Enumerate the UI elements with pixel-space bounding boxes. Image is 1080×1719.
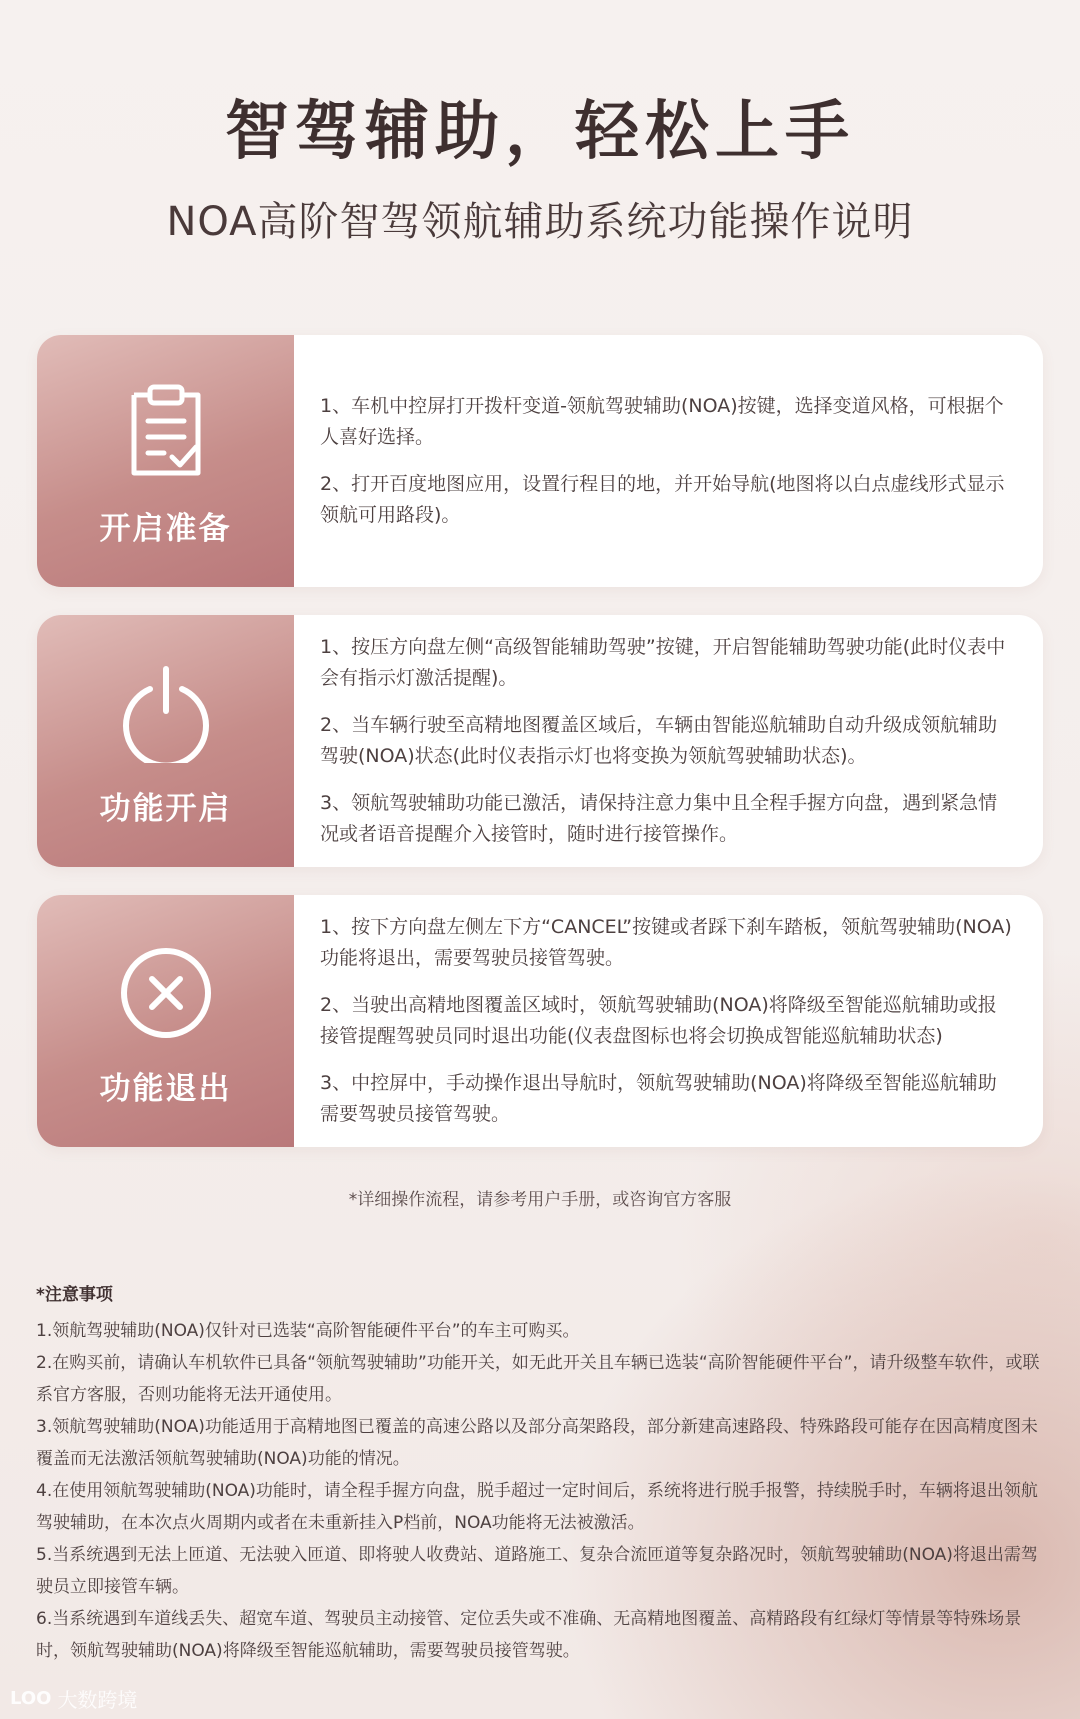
card-activation xyxy=(37,615,1043,867)
card-label: 功能退出 xyxy=(99,1071,232,1107)
note-item: 1.领航驾驶辅助(NOA)仅针对已选装“高阶智能硬件平台”的车主可购买。 xyxy=(36,1321,580,1341)
card-item: 2、当驶出高精地图覆盖区域时，领航驾驶辅助(NOA)将降级至智能巡航辅助或报接管提醒驾驶员同时退出功能(仪表盘图标也将会切换成智能巡航辅助状态) xyxy=(320,994,997,1047)
card-item: 1、按下方向盘左侧左下方“CANCEL”按键或者踩下刹车踏板，领航驾驶辅助(NOA)功能将退出，需要驾驶员接管驾驶。 xyxy=(320,916,1012,969)
card-preparation xyxy=(37,335,1043,587)
watermark-logo: LOO xyxy=(10,1688,52,1709)
card-side-panel xyxy=(37,335,294,587)
card-side-panel xyxy=(37,615,294,867)
watermark-text: 大数跨境 xyxy=(57,1688,138,1712)
note-item: 6.当系统遇到车道线丢失、超宽车道、驾驶员主动接管、定位丢失或不准确、无高精地图覆盖、高精路段有红绿灯等情景等特殊场景时，领航驾驶辅助(NOA)将降级至智能巡航辅助，需要驾驶员接管驾驶。 xyxy=(36,1609,1022,1661)
card-label: 功能开启 xyxy=(99,791,232,827)
page-subtitle: NOA高阶智驾领航辅助系统功能操作说明 xyxy=(166,199,914,245)
card-body xyxy=(320,615,1013,867)
card-body xyxy=(320,895,1013,1147)
power-icon xyxy=(120,663,212,763)
card-item: 1、按压方向盘左侧“高级智能辅助驾驶”按键，开启智能辅助驾驶功能(此时仪表中会有指示灯激活提醒)。 xyxy=(320,636,1006,689)
card-exit xyxy=(37,895,1043,1147)
card-side-panel xyxy=(37,895,294,1147)
footnote: *详细操作流程，请参考用户手册，或咨询官方客服 xyxy=(348,1190,732,1210)
card-body xyxy=(320,335,1013,587)
card-item: 3、中控屏中，手动操作退出导航时，领航驾驶辅助(NOA)将降级至智能巡航辅助需要驾驶员接管驾驶。 xyxy=(320,1072,997,1125)
card-item: 1、车机中控屏打开拨杆变道-领航驾驶辅助(NOA)按键，选择变道风格，可根据个人喜好选择。 xyxy=(320,395,1004,448)
card-item: 2、打开百度地图应用，设置行程目的地，并开始导航(地图将以白点虚线形式显示领航可用路段)。 xyxy=(320,473,1005,526)
notes-heading: *注意事项 xyxy=(36,1285,113,1305)
watermark xyxy=(10,1684,137,1713)
card-item: 2、当车辆行驶至高精地图覆盖区域后，车辆由智能巡航辅助自动升级成领航辅助驾驶(NOA)状态(此时仪表指示灯也将变换为领航驾驶辅助状态)。 xyxy=(320,714,998,767)
clipboard-check-icon xyxy=(120,383,212,483)
page-title: 智驾辅助，轻松上手 xyxy=(225,95,855,169)
card-label: 开启准备 xyxy=(99,511,232,547)
notes-section xyxy=(36,1280,1046,1667)
note-item: 2.在购买前，请确认车机软件已具备“领航驾驶辅助”功能开关，如无此开关且车辆已选装“高阶智能硬件平台”，请升级整车软件，或联系官方客服，否则功能将无法开通使用。 xyxy=(36,1353,1040,1405)
card-item: 3、领航驾驶辅助功能已激活，请保持注意力集中且全程手握方向盘，遇到紧急情况或者语音提醒介入接管时，随时进行接管操作。 xyxy=(320,792,998,845)
note-item: 4.在使用领航驾驶辅助(NOA)功能时，请全程手握方向盘，脱手超过一定时间后，系统将进行脱手报警，持续脱手时，车辆将退出领航驾驶辅助，在本次点火周期内或者在未重新挂入P档前，NOA功能将无法被激活。 xyxy=(36,1481,1038,1533)
close-circle-icon xyxy=(120,943,212,1043)
note-item: 3.领航驾驶辅助(NOA)功能适用于高精地图已覆盖的高速公路以及部分高架路段，部分新建高速路段、特殊路段可能存在因高精度图未覆盖而无法激活领航驾驶辅助(NOA)功能的情况。 xyxy=(36,1417,1038,1469)
note-item: 5.当系统遇到无法上匝道、无法驶入匝道、即将驶人收费站、道路施工、复杂合流匝道等复杂路况时，领航驾驶辅助(NOA)将退出需驾驶员立即接管车辆。 xyxy=(36,1545,1038,1597)
